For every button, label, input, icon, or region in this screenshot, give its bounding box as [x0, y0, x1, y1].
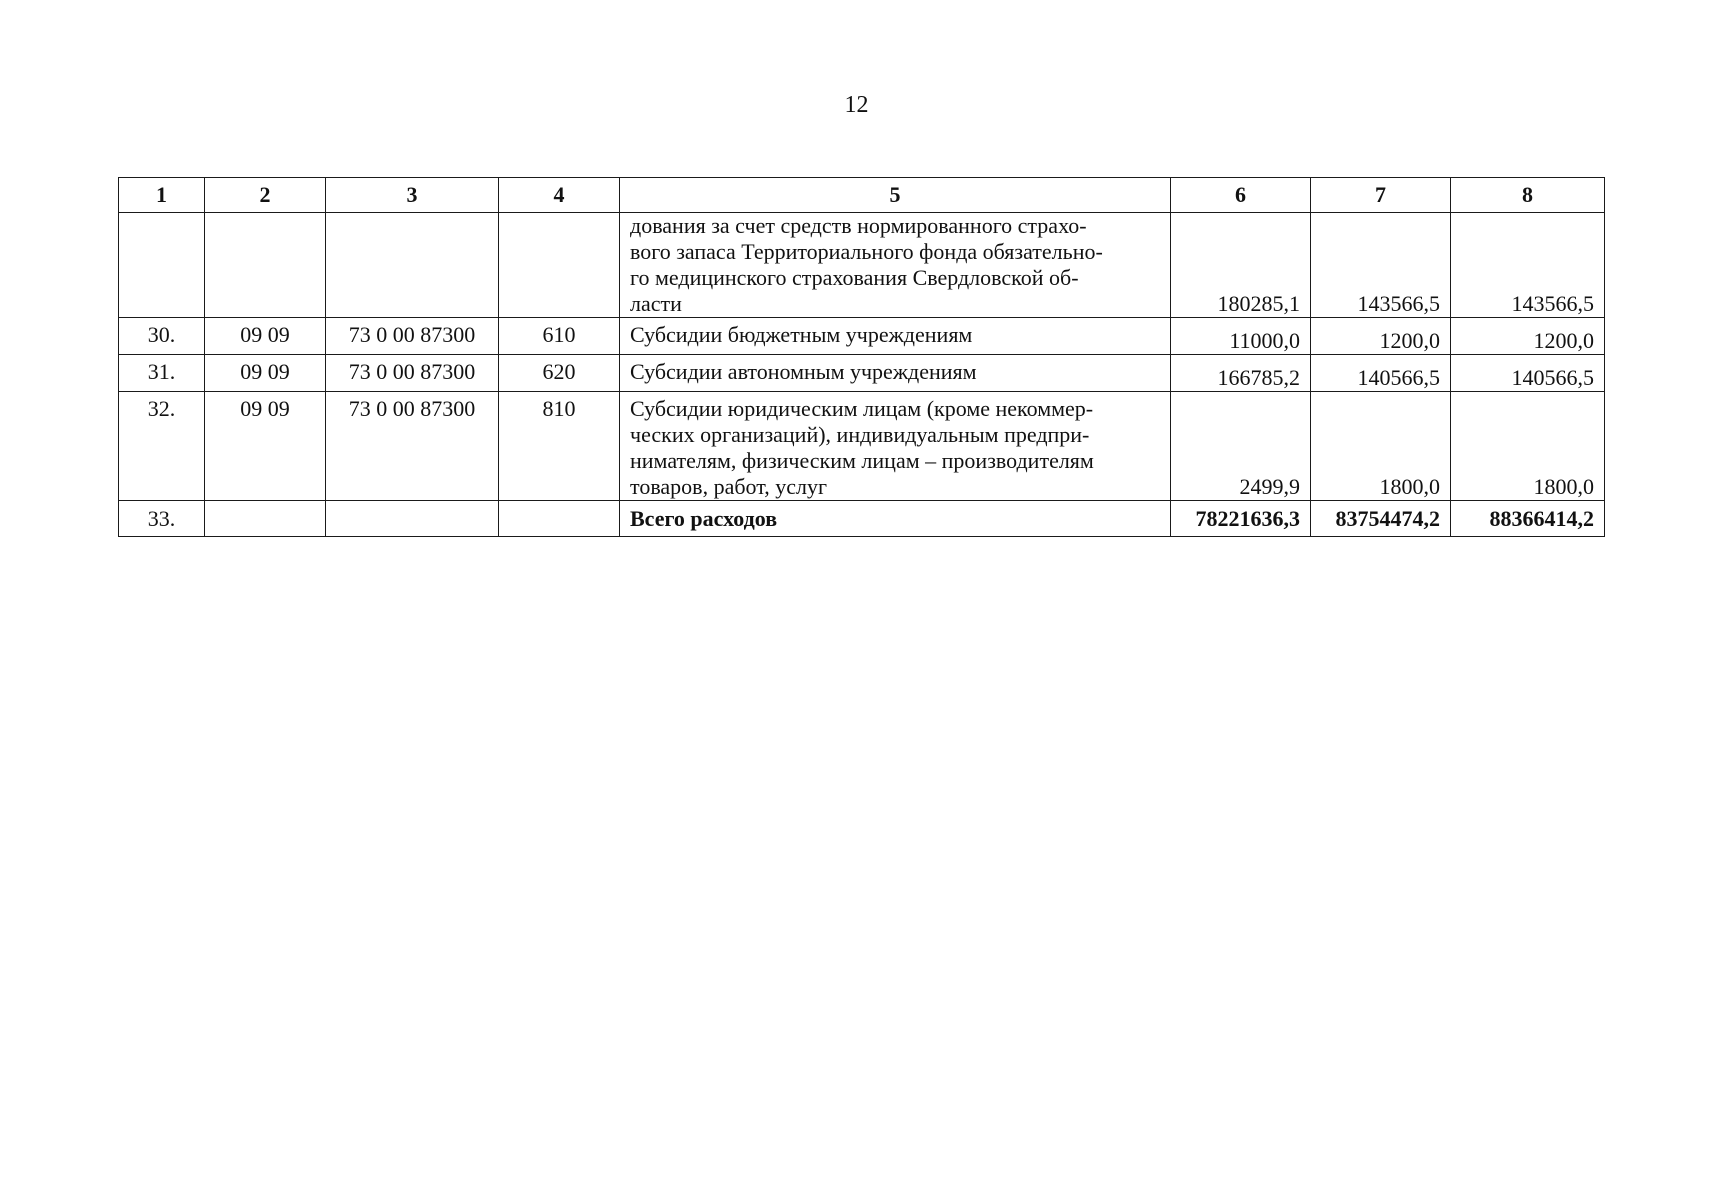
header-col-4: 4 — [499, 178, 620, 213]
cell-value-col6: 2499,9 — [1171, 392, 1311, 501]
cell-value-col8: 1200,0 — [1451, 318, 1605, 355]
cell-target — [326, 501, 499, 537]
cell-num: 31. — [119, 355, 205, 392]
header-col-2: 2 — [205, 178, 326, 213]
header-col-1: 1 — [119, 178, 205, 213]
page-number: 12 — [844, 92, 869, 118]
total-value-col8: 88366414,2 — [1451, 501, 1605, 537]
cell-value-col7: 1800,0 — [1311, 392, 1451, 501]
description-line: Субсидии автономным учреждениям — [630, 359, 977, 384]
cell-value-col8: 140566,5 — [1451, 355, 1605, 392]
cell-value-col7: 140566,5 — [1311, 355, 1451, 392]
description-line: дования за счет средств нормированного страхо- — [630, 213, 1087, 238]
cell-num: 33. — [119, 501, 205, 537]
header-col-5: 5 — [620, 178, 1171, 213]
header-row — [119, 178, 1605, 213]
cell-section: 09 09 — [205, 355, 326, 392]
cell-value-col6: 166785,2 — [1171, 355, 1311, 392]
cell-description — [620, 318, 1171, 355]
cell-target: 73 0 00 87300 — [326, 318, 499, 355]
cell-description — [620, 355, 1171, 392]
description-line: ласти — [630, 291, 682, 316]
cell-num — [119, 213, 205, 318]
cell-value-col7: 1200,0 — [1311, 318, 1451, 355]
table-row-total — [119, 501, 1605, 537]
cell-section: 09 09 — [205, 392, 326, 501]
header-col-7: 7 — [1311, 178, 1451, 213]
cell-section — [205, 501, 326, 537]
cell-value-col7: 143566,5 — [1311, 213, 1451, 318]
table-row — [119, 392, 1605, 501]
cell-num: 30. — [119, 318, 205, 355]
table-row — [119, 355, 1605, 392]
header-col-6: 6 — [1171, 178, 1311, 213]
table-row-continuation — [119, 213, 1605, 318]
cell-type: 610 — [499, 318, 620, 355]
description-line: ческих организаций), индивидуальным предпри- — [630, 422, 1090, 447]
table-row — [119, 318, 1605, 355]
description-line: Субсидии бюджетным учреждениям — [630, 322, 973, 347]
cell-value-col6: 180285,1 — [1171, 213, 1311, 318]
total-value-col6: 78221636,3 — [1171, 501, 1311, 537]
description-line: вого запаса Территориального фонда обязательно- — [630, 239, 1103, 264]
cell-target: 73 0 00 87300 — [326, 392, 499, 501]
cell-description — [620, 213, 1171, 318]
cell-description — [620, 392, 1171, 501]
cell-section: 09 09 — [205, 318, 326, 355]
description-line: Субсидии юридическим лицам (кроме некоммер- — [630, 396, 1094, 421]
description-line: товаров, работ, услуг — [630, 474, 827, 499]
cell-type: 810 — [499, 392, 620, 501]
cell-type — [499, 213, 620, 318]
cell-value-col8: 143566,5 — [1451, 213, 1605, 318]
total-label: Всего расходов — [620, 501, 1171, 537]
cell-type — [499, 501, 620, 537]
cell-type: 620 — [499, 355, 620, 392]
cell-target: 73 0 00 87300 — [326, 355, 499, 392]
cell-num: 32. — [119, 392, 205, 501]
description-line: го медицинского страхования Свердловской об- — [630, 265, 1079, 290]
header-col-3: 3 — [326, 178, 499, 213]
header-col-8: 8 — [1451, 178, 1605, 213]
total-value-col7: 83754474,2 — [1311, 501, 1451, 537]
cell-section — [205, 213, 326, 318]
cell-value-col6: 11000,0 — [1171, 318, 1311, 355]
budget-expenditure-table — [118, 177, 1605, 537]
cell-target — [326, 213, 499, 318]
description-line: нимателям, физическим лицам – производителям — [630, 448, 1094, 473]
cell-value-col8: 1800,0 — [1451, 392, 1605, 501]
